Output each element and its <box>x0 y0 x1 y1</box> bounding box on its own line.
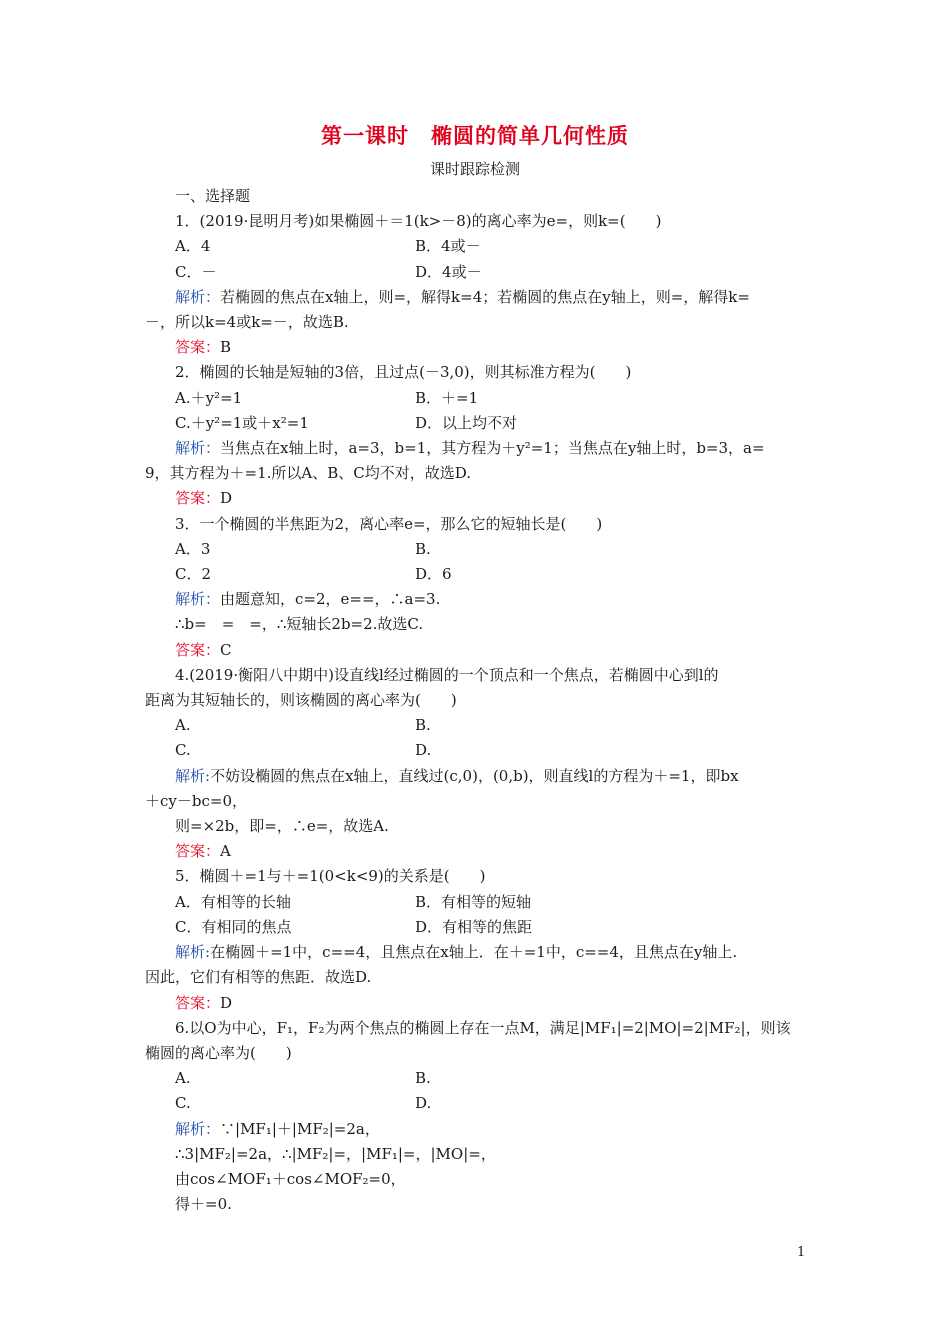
question-6-analysis: 解析：∵|MF₁|＋|MF₂|=2a， <box>175 1119 380 1138</box>
option-d: D. <box>415 1094 432 1113</box>
option-b: B. <box>415 539 431 558</box>
option-c: C. <box>175 741 191 760</box>
analysis-label: 解析: <box>175 766 211 785</box>
question-5-options-row-1 <box>145 890 807 915</box>
option-a: A．3 <box>175 539 211 558</box>
option-a: A. <box>175 716 191 735</box>
option-d: D. <box>415 741 432 760</box>
question-3-analysis: 解析：由题意知，c=2，e==，∴a=3. <box>175 590 441 609</box>
answer-label: 答案： <box>175 338 221 357</box>
question-1-options-row-1 <box>145 234 807 259</box>
question-4-options-row-2 <box>145 738 807 763</box>
option-d: D．以上均不对 <box>415 413 518 432</box>
page-title: 第一课时 椭圆的简单几何性质 <box>321 123 629 148</box>
page-subtitle: 课时跟踪检测 <box>429 160 520 178</box>
question-3-answer: 答案：C <box>175 640 232 659</box>
question-2-analysis: 解析：当焦点在x轴上时，a=3，b=1，其方程为＋y²=1；当焦点在y轴上时，b=3，a= <box>175 439 765 458</box>
analysis-label: 解析： <box>175 287 221 306</box>
question-1-analysis: 解析：若椭圆的焦点在x轴上，则=，解得k=4；若椭圆的焦点在y轴上，则=，解得k= <box>175 287 750 306</box>
question-1-stem: 1．(2019·昆明月考)如果椭圆＋＝1(k>－8)的离心率为e=，则k=( ) <box>175 212 662 231</box>
option-c: C．－ <box>175 262 217 281</box>
answer-label: 答案： <box>175 489 221 508</box>
option-d: D．4或－ <box>415 262 482 281</box>
answer-label: 答案： <box>175 842 221 861</box>
question-6-stem-cont: 椭圆的离心率为( ) <box>145 1043 292 1062</box>
question-6-analysis-cont-2: 由cos∠MOF₁＋cos∠MOF₂=0， <box>175 1169 406 1188</box>
page-number: 1 <box>797 1245 806 1260</box>
question-3-options-row-1 <box>145 537 807 562</box>
option-c: C.＋y²=1或＋x²=1 <box>175 413 309 432</box>
analysis-label: 解析： <box>175 439 221 458</box>
question-4-answer: 答案：A <box>175 842 231 861</box>
question-4-analysis-cont: ＋cy－bc=0， <box>145 791 247 810</box>
question-1-analysis-cont: －，所以k=4或k=－，故选B. <box>145 313 349 332</box>
analysis-label: 解析： <box>175 590 221 609</box>
question-5-answer: 答案：D <box>175 993 233 1012</box>
question-3-options-row-2 <box>145 562 807 587</box>
option-b: B. <box>415 1069 431 1088</box>
question-2-answer: 答案：D <box>175 489 233 508</box>
question-6-analysis-cont-3: 得＋=0. <box>175 1195 232 1214</box>
question-2-analysis-cont: 9，其方程为＋=1.所以A、B、C均不对，故选D. <box>145 464 472 483</box>
question-2-options-row-2 <box>145 411 807 436</box>
section-heading: 一、选择题 <box>175 187 251 205</box>
option-a: A.＋y²=1 <box>175 388 243 407</box>
option-d: D．有相等的焦距 <box>415 917 533 936</box>
question-5-analysis: 解析:在椭圆＋=1中，c==4，且焦点在x轴上．在＋=1中，c==4，且焦点在y轴上. <box>175 943 738 962</box>
question-2-options-row-1 <box>145 386 807 411</box>
option-a: A. <box>175 1069 191 1088</box>
question-3-analysis-cont: ∴b= = =，∴短轴长2b=2.故选C. <box>175 615 424 634</box>
question-4-analysis-cont-2: 则=×2b，即=，∴e=，故选A. <box>175 817 389 836</box>
question-4-analysis: 解析:不妨设椭圆的焦点在x轴上，直线过(c,0)，(0,b)，则直线l的方程为＋=1，即bx <box>175 766 739 785</box>
option-c: C. <box>175 1094 191 1113</box>
question-5-stem: 5．椭圆＋=1与＋=1(0<k<9)的关系是( ) <box>175 867 486 886</box>
question-4-options-row-1 <box>145 713 807 738</box>
analysis-label: 解析： <box>175 1119 221 1138</box>
option-b: B．4或－ <box>415 237 481 256</box>
question-6-options-row-2 <box>145 1091 807 1116</box>
option-b: B．＋=1 <box>415 388 479 407</box>
option-b: B. <box>415 716 431 735</box>
question-3-stem: 3．一个椭圆的半焦距为2，离心率e=，那么它的短轴长是( ) <box>175 514 603 533</box>
question-1-answer: 答案：B <box>175 338 232 357</box>
option-a: A．有相等的长轴 <box>175 892 291 911</box>
question-5-options-row-2 <box>145 915 807 940</box>
question-2-stem: 2．椭圆的长轴是短轴的3倍，且过点(－3,0)，则其标准方程为( ) <box>175 363 632 382</box>
document-body <box>145 184 807 1217</box>
question-5-analysis-cont: 因此，它们有相等的焦距．故选D. <box>145 968 372 987</box>
question-4-stem: 4.(2019·衡阳八中期中)设直线l经过椭圆的一个顶点和一个焦点，若椭圆中心到l的 <box>175 665 719 684</box>
question-6-stem: 6.以O为中心，F₁，F₂为两个焦点的椭圆上存在一点M，满足|MF₁|=2|MO|=2|MF₂|，则该 <box>175 1018 791 1037</box>
answer-label: 答案： <box>175 993 221 1012</box>
option-c: C．2 <box>175 565 212 584</box>
question-6-analysis-cont: ∴3|MF₂|=2a，∴|MF₂|=，|MF₁|=，|MO|=， <box>175 1144 496 1163</box>
question-6-options-row-1 <box>145 1066 807 1091</box>
option-b: B．有相等的短轴 <box>415 892 532 911</box>
option-c: C．有相同的焦点 <box>175 917 292 936</box>
answer-label: 答案： <box>175 640 221 659</box>
option-a: A．4 <box>175 237 211 256</box>
question-4-stem-cont: 距离为其短轴长的，则该椭圆的离心率为( ) <box>145 691 457 710</box>
question-1-options-row-2 <box>145 260 807 285</box>
option-d: D．6 <box>415 565 452 584</box>
analysis-label: 解析: <box>175 943 211 962</box>
